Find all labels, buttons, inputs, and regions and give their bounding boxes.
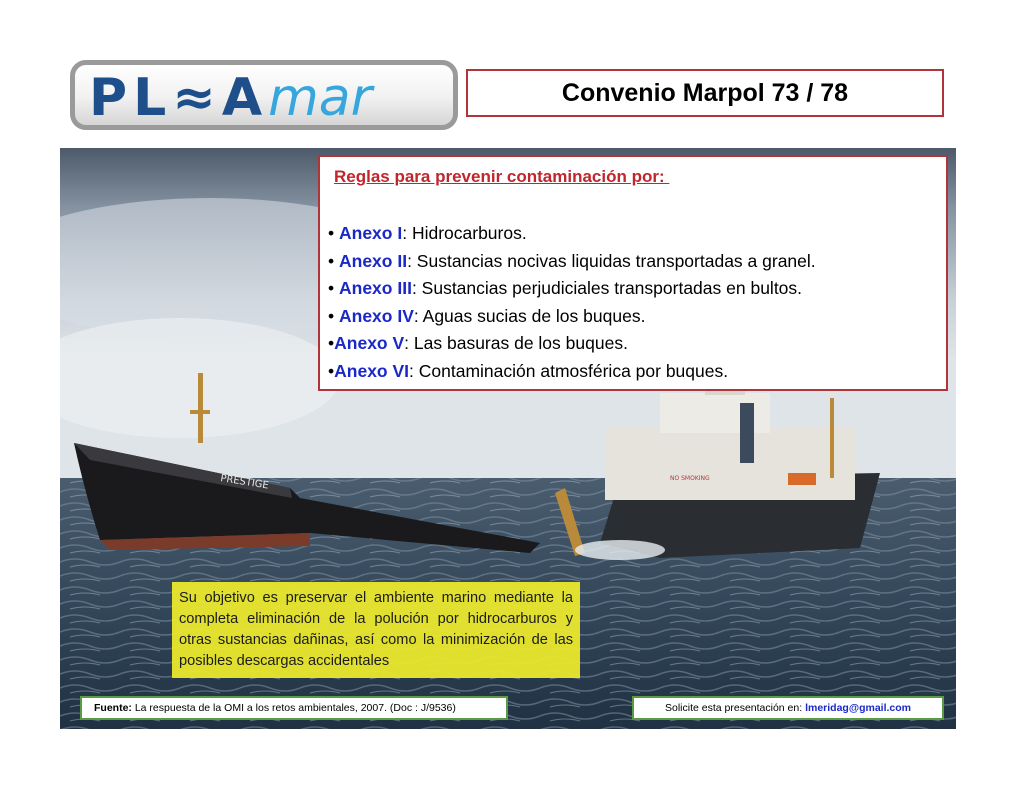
annex-item [328,330,816,358]
slide-title: Convenio Marpol 73 / 78 [561,78,849,107]
bullet: • [328,305,339,326]
annex-text: : Sustancias nocivas liquidas transportadas a granel. [407,250,816,271]
annex-label: Anexo I [339,223,403,243]
annex-item [328,275,816,303]
annex-label: Anexo III [339,278,412,298]
title-box [466,69,944,117]
request-text: Solicite esta presentación en: [664,702,806,714]
annex-text: : Contaminación atmosférica por buques. [409,360,729,381]
no-smoking-sign: NO SMOKING [670,475,710,482]
annex-text: : Aguas sucias de los buques. [413,305,646,326]
objective-box [172,582,580,678]
logo-text-right: mar [268,68,372,128]
ship-name-text: PRESTIGE [219,473,270,492]
annex-item [328,248,816,276]
request-email-link[interactable]: lmeridag@gmail.com [805,702,912,714]
annex-text: : Las basuras de los buques. [404,333,628,353]
bullet: • [328,250,339,271]
rules-box [318,155,948,391]
bullet: • [328,333,335,353]
source-text: La respuesta de la OMI a los retos ambientales, 2007. (Doc : J/9536) [131,702,456,714]
bullet: • [328,360,335,381]
annex-item [328,220,816,248]
logo-text-left: PL≈A [89,68,269,128]
bullet: • [328,223,339,243]
source-label: Fuente: [94,702,132,714]
annex-item [328,303,816,331]
source-box [80,696,508,720]
annex-label: Anexo II [339,250,408,271]
request-box [632,696,944,720]
annex-item [328,358,816,386]
rules-heading: Reglas para prevenir contaminación por: [334,167,670,186]
bullet: • [328,278,339,298]
annex-label: Anexo VI [334,360,410,381]
objective-text: Su objetivo es preservar el ambiente marino mediante la completa eliminación de la polución por hidrocarburos y otras sustancias dañinas, así como la minimización de las posibles descargas accidentales [179,590,573,669]
annex-label: Anexo IV [339,305,414,326]
annex-label: Anexo V [334,333,405,353]
pleamar-logo [70,60,458,130]
annex-text: : Hidrocarburos. [402,223,527,243]
annex-text: : Sustancias perjudiciales transportadas en bultos. [411,278,803,298]
annex-list [328,220,816,385]
